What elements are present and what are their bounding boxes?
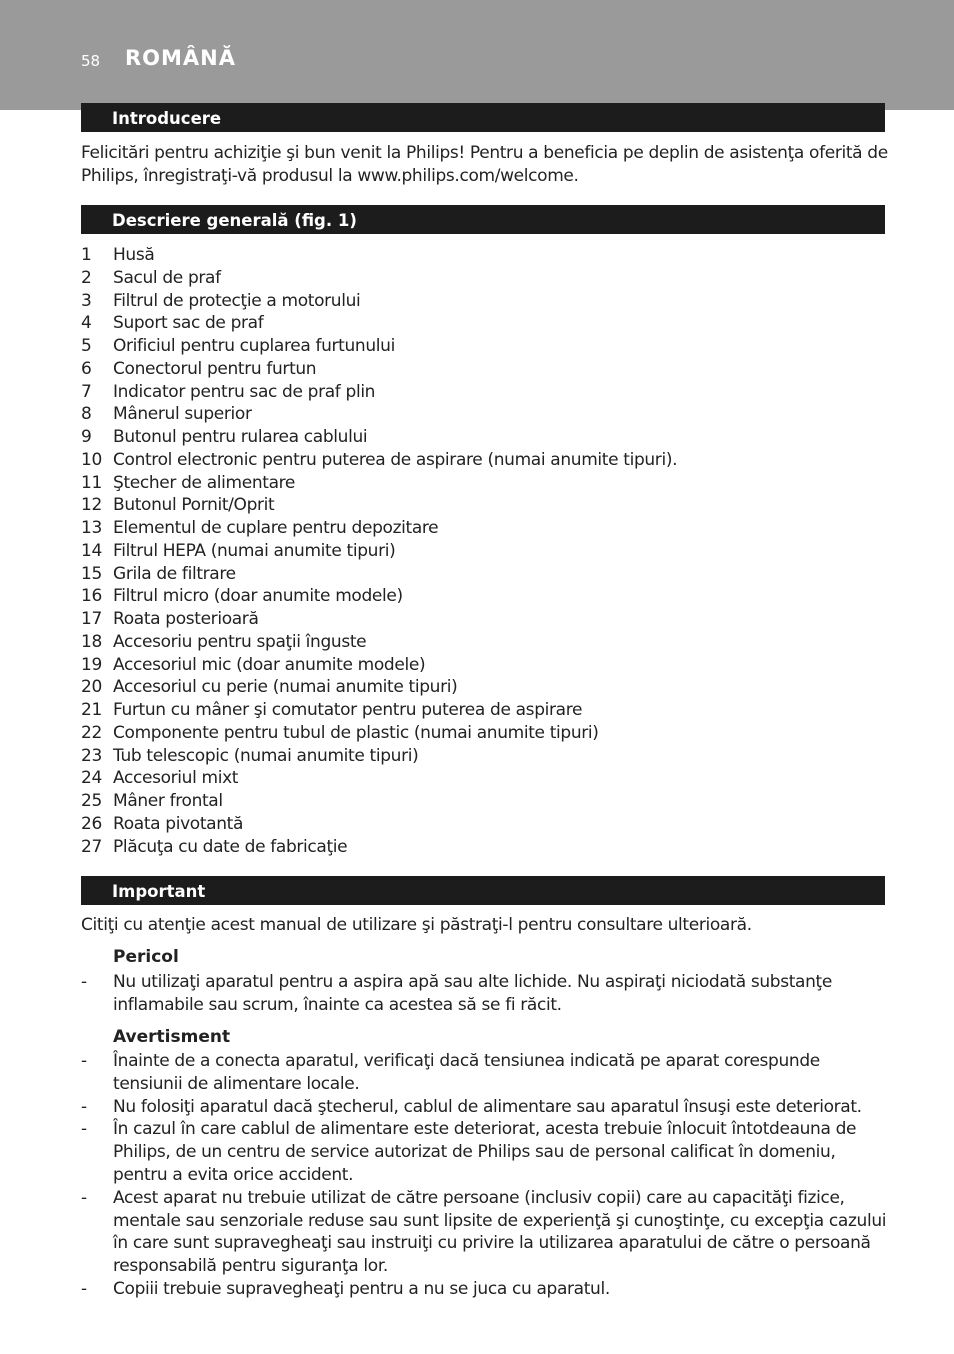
item-label: Grila de filtrare xyxy=(113,563,236,584)
item-number: 13 xyxy=(81,518,102,538)
item-label: Control electronic pentru puterea de aspirare (numai anumite tipuri). xyxy=(113,449,678,470)
bullet-text: În cazul în care cablul de alimentare este deteriorat, acesta trebuie înlocuit întotdeauna de Philips, de un centru de service autorizat de Philips sau de personal calificat în domeniu, pentru a evita orice accident. xyxy=(113,1119,857,1185)
item-number: 5 xyxy=(81,336,92,356)
danger-list xyxy=(81,971,891,1017)
item-number: 10 xyxy=(81,449,102,470)
item-number: 2 xyxy=(81,267,92,288)
item-number: 24 xyxy=(81,768,102,789)
item-number: 20 xyxy=(81,677,102,698)
item-label: Filtrul HEPA (numai anumite tipuri) xyxy=(113,540,396,561)
bullet-text: Nu folosiţi aparatul dacă ştecherul, cablul de alimentare sau aparatul însuşi este deteriorat. xyxy=(113,1096,862,1117)
item-number: 19 xyxy=(81,654,102,675)
item-label: Ştecher de alimentare xyxy=(113,472,296,493)
bullet-item xyxy=(81,1278,891,1301)
item-label: Mâner frontal xyxy=(113,791,223,811)
item-label: Accesoriu pentru spaţii înguste xyxy=(113,631,367,652)
bullet-marker: - xyxy=(81,1119,87,1140)
item-number: 16 xyxy=(81,586,102,607)
item-label: Orificiul pentru cuplarea furtunului xyxy=(113,336,395,356)
bullet-item xyxy=(81,971,891,1017)
item-number: 12 xyxy=(81,495,102,516)
item-label: Accesoriul mic (doar anumite modele) xyxy=(113,654,426,675)
item-number: 9 xyxy=(81,427,92,447)
bullet-item xyxy=(81,1096,891,1119)
warning-heading: Avertisment xyxy=(113,1027,231,1047)
item-label: Roata pivotantă xyxy=(113,813,244,834)
bullet-marker: - xyxy=(81,972,87,992)
item-label: Indicator pentru sac de praf plin xyxy=(113,381,376,402)
item-number: 21 xyxy=(81,700,102,720)
danger-heading: Pericol xyxy=(113,947,179,967)
item-label: Roata posterioară xyxy=(113,609,259,629)
item-label: Butonul pentru rularea cablului xyxy=(113,427,368,447)
bullet-item xyxy=(81,1050,891,1096)
bullet-text: Nu utilizaţi aparatul pentru a aspira apă sau alte lichide. Nu aspiraţi niciodată substanţe inflamabile sau scrum, înainte ca acestea să se fi răcit. xyxy=(113,972,832,1015)
item-label: Sacul de praf xyxy=(113,267,221,288)
warning-list xyxy=(81,1050,891,1301)
bullet-marker: - xyxy=(81,1278,87,1299)
bullet-text: Înainte de a conecta aparatul, verificaţi dacă tensiunea indicată pe aparat corespunde tensiunii de alimentare locale. xyxy=(113,1051,820,1094)
section-header-important xyxy=(81,876,885,905)
bullet-marker: - xyxy=(81,1187,87,1208)
item-number: 11 xyxy=(81,472,102,493)
item-label: Componente pentru tubul de plastic (numai anumite tipuri) xyxy=(113,722,599,743)
item-label: Filtrul de protecţie a motorului xyxy=(113,290,361,311)
item-label: Tub telescopic (numai anumite tipuri) xyxy=(113,745,419,766)
item-number: 4 xyxy=(81,313,92,334)
item-number: 14 xyxy=(81,540,102,561)
item-number: 6 xyxy=(81,358,92,379)
bullet-text: Acest aparat nu trebuie utilizat de către persoane (inclusiv copii) care au capacităţi fizice, mentale sau senzoriale reduse sau sunt lipsite de experienţă şi cunoştinţe, cu excepţia cazului în care sunt supravegheaţi sau instruiţi cu privire la utilizarea aparatului de către o persoană responsabilă pentru siguranţa lor. xyxy=(113,1187,887,1277)
page-number: 58 xyxy=(81,52,101,70)
section-title: Descriere generală (fig. 1) xyxy=(112,211,357,230)
item-number: 15 xyxy=(81,563,102,584)
item-number: 26 xyxy=(81,813,102,834)
item-label: Butonul Pornit/Oprit xyxy=(113,495,275,516)
bullet-text: Copiii trebuie supravegheaţi pentru a nu se juca cu aparatul. xyxy=(113,1278,610,1299)
item-label: Accesoriul cu perie (numai anumite tipuri) xyxy=(113,677,458,698)
section-title: Introducere xyxy=(112,109,222,128)
item-number: 3 xyxy=(81,290,92,311)
item-label: Accesoriul mixt xyxy=(113,768,239,789)
item-number: 17 xyxy=(81,609,102,629)
item-label: Conectorul pentru furtun xyxy=(113,358,317,379)
item-number: 22 xyxy=(81,722,102,743)
item-number: 25 xyxy=(81,791,102,811)
item-label: Furtun cu mâner şi comutator pentru puterea de aspirare xyxy=(113,700,583,720)
item-label: Husă xyxy=(113,245,155,265)
item-number: 27 xyxy=(81,836,102,857)
important-intro: Citiţi cu atenţie acest manual de utilizare şi păstraţi-l pentru consultare ulterioară. xyxy=(81,915,752,935)
item-number: 1 xyxy=(81,245,92,265)
item-number: 7 xyxy=(81,381,92,402)
item-label: Plăcuţa cu date de fabricaţie xyxy=(113,836,348,857)
section-header-intro xyxy=(81,103,885,132)
bullet-marker: - xyxy=(81,1051,87,1071)
bullet-item xyxy=(81,1118,891,1186)
bullet-item xyxy=(81,1187,891,1278)
bullet-marker: - xyxy=(81,1096,87,1117)
section-title: Important xyxy=(112,882,206,901)
item-label: Filtrul micro (doar anumite modele) xyxy=(113,586,403,607)
item-number: 23 xyxy=(81,745,102,766)
item-label: Mânerul superior xyxy=(113,404,252,425)
language-title: ROMÂNĂ xyxy=(125,46,236,70)
section-header-overview xyxy=(81,205,885,234)
item-label: Elementul de cuplare pentru depozitare xyxy=(113,518,439,538)
intro-paragraph: Felicitări pentru achiziţie şi bun venit la Philips! Pentru a beneficia pe deplin de asistenţa oferită de Philips, înregistraţi-vă produsul la www.philips.com/welcome. xyxy=(81,143,888,186)
item-number: 8 xyxy=(81,404,92,425)
item-label: Suport sac de praf xyxy=(113,313,264,334)
page-header xyxy=(0,0,954,110)
item-number: 18 xyxy=(81,631,102,652)
